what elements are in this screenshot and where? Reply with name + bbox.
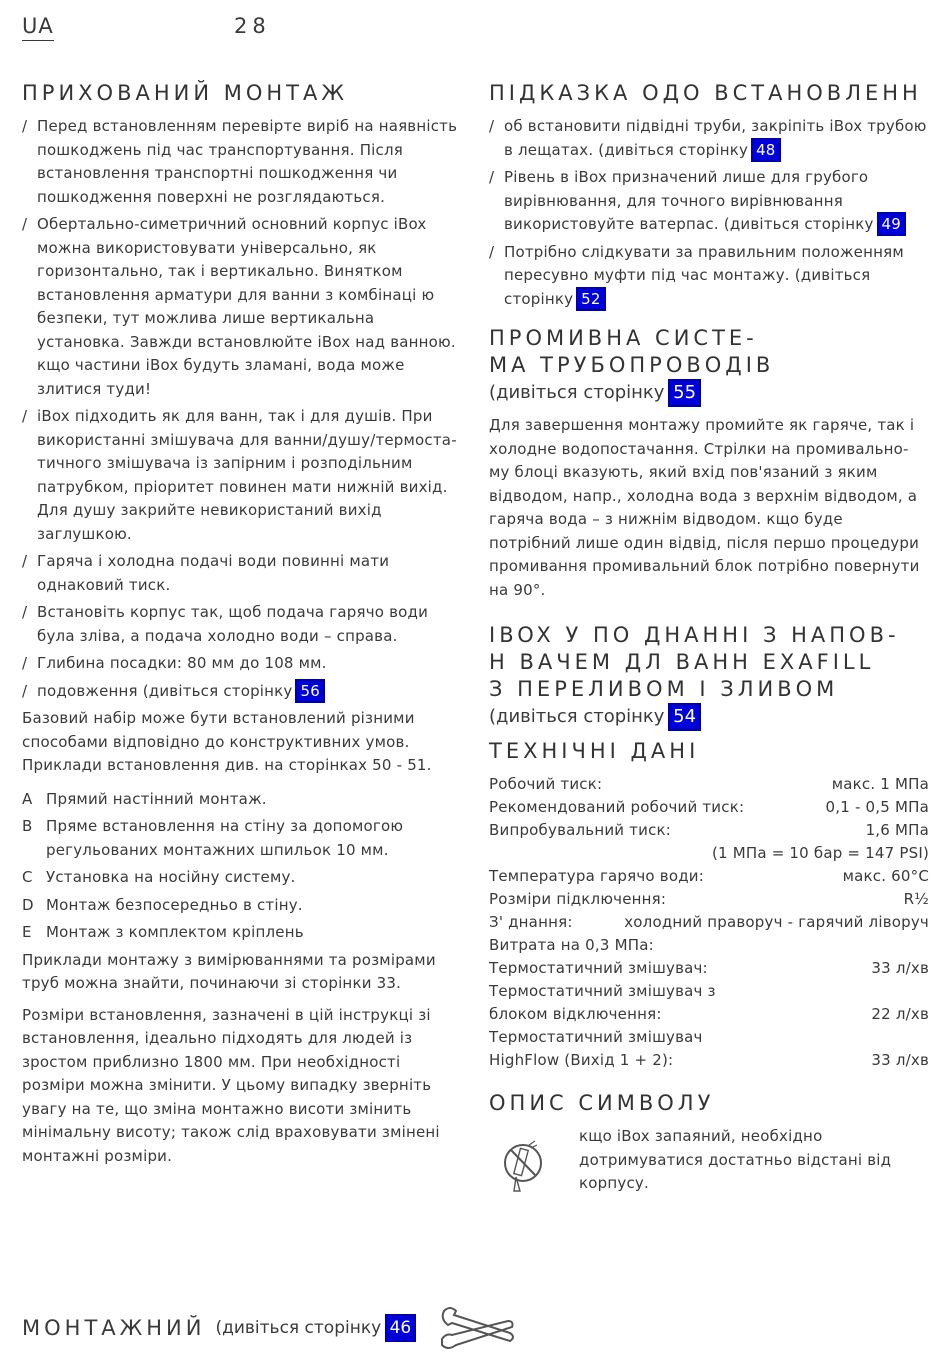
page-number: 28 <box>234 14 271 38</box>
page-ref-link[interactable]: 54 <box>670 705 699 729</box>
table-row <box>489 1003 929 1026</box>
table-cell-label: блоком відключення: <box>489 1005 662 1023</box>
symbol-text: кщо iBox запаяний, необхідно дотримуватися достатньо відстані від корпусу. <box>579 1127 892 1192</box>
symbol-description <box>489 1125 929 1196</box>
dimensions-paragraph: Розміри встановлення, зазначені в цій інструкці зі встановлення, ідеально підходять для людей із зростом приблизно 1800 мм. При необхідності розміри можна змінити. У цьому випадку зверніть увагу на те, що зміна монтажно висоти змінить мінімальну висоту; також слід враховувати змінені монтажні розміри. <box>22 1005 440 1165</box>
table-row <box>489 888 929 911</box>
left-column <box>22 80 462 1172</box>
technical-data-table <box>489 773 929 1072</box>
table-cell-label: Робочий тиск: <box>489 775 603 793</box>
section-title-flushing-line2: МА ТРУБОПРОВОДІВ <box>489 353 775 377</box>
list-item-text: подовження (дивіться сторінку <box>37 681 293 700</box>
list-item: / iBox підходить як для ванн, так і для душів. При використанні змішувача для ванни/душу/термоста- тичного змішувача із запірним і розподільним патрубком, пріоритет повинен мати нижній вихід. Для душу закрийте невикористаний вихід заглушкою. <box>22 407 457 543</box>
ibox-page-ref <box>489 703 929 730</box>
table-row <box>489 796 929 819</box>
table-cell-value: 33 л/хв <box>871 1051 929 1069</box>
table-cell-value: макс. 1 МПа <box>831 775 929 793</box>
hint-text: об встановити підвідні труби, закріпіть iBox трубою в лещатах. (дивіться сторінку <box>504 117 927 159</box>
table-cell-value: холодний праворуч - гарячий ліворуч <box>624 913 929 931</box>
section-title-symbol-description: ОПИС СИМВОЛУ <box>489 1091 715 1115</box>
option-item <box>22 894 462 918</box>
mounting-page-ref <box>215 1316 414 1340</box>
hint-text: Рівень в iBox призначений лише для грубого вирівнювання, для точного вирівнювання використовуйте ватерпас. (дивіться сторінку <box>504 168 874 233</box>
hint-item: / Потрібно слідкувати за правильним положенням пересувно муфти під час монтажу. (дивіться сторінку 52 <box>489 242 904 308</box>
section-title-ibox-line3: З ПЕРЕЛИВОМ І ЗЛИВОМ <box>489 677 839 701</box>
mounting-title: МОНТАЖНИЙ <box>22 1316 206 1340</box>
hint-text: Потрібно слідкувати за правильним положенням пересувно муфти під час монтажу. (дивіться сторінку <box>504 242 904 308</box>
table-cell-label: Термостатичний змішувач: <box>489 959 708 977</box>
list-item: / Перед встановленням перевірте виріб на наявність пошкоджень під час транспортування. Після встановлення транспортні пошкодження чи пошкодження поверхні не розглядаються. <box>22 117 458 206</box>
table-cell-label: З' днання: <box>489 913 573 931</box>
option-letter: A <box>22 789 33 808</box>
table-cell-value: макс. 60°C <box>842 867 929 885</box>
option-text: Установка на носійну систему. <box>46 868 296 886</box>
option-item <box>22 866 462 890</box>
section-title-flushing-line1: ПРОМИВНА СИСТЕ- <box>489 326 758 350</box>
page-ref-link[interactable]: 49 <box>879 214 905 234</box>
table-row <box>489 934 929 957</box>
table-cell-value: 1,6 МПа <box>865 821 929 839</box>
right-column <box>489 80 929 1196</box>
table-cell-label: Рекомендований робочий тиск: <box>489 798 745 816</box>
tools-icon <box>436 1303 516 1353</box>
table-cell-label: HighFlow (Вихід 1 + 2): <box>489 1051 674 1069</box>
list-item: / Обертально-симетричний основний корпус iBox можна використовувати універсально, як горизонтально, так і вертикально. Винятком встановлення арматури для ванни з комбінаці ю безпеки, тут можлива лише вертикальна установка. Завжди встановлюйте iBox над ванною. кщо частини iBox будуть зламані, вода може злитися туди! <box>22 215 456 398</box>
list-item-text: Встановіть корпус так, щоб подача гарячо води була зліва, а подача холодно води – справа. <box>37 603 429 645</box>
page-ref-label: (дивіться сторінку <box>489 382 665 403</box>
list-item-text: Обертально-симетричний основний корпус iBox можна використовувати універсально, як горизонтально, так і вертикально. Винятком встановлення арматури для ванни з комбінаці ю безпеки, тут можлива лише вертикальна установка. Завжди встановлюйте iBox над ванною. кщо частини iBox будуть зламані, вода може злитися туди! <box>37 215 456 398</box>
option-letter: E <box>22 923 32 941</box>
list-item-text: Гаряча і холодна подачі води повинні мати однаковий тиск. <box>37 552 390 594</box>
page-ref-link[interactable]: 55 <box>670 381 699 405</box>
table-cell-label: Термостатичний змішувач з <box>489 982 716 1000</box>
page-ref-link[interactable]: 48 <box>753 140 779 160</box>
page-ref-link[interactable]: 56 <box>297 681 323 701</box>
table-cell-value: 22 л/хв <box>871 1005 929 1023</box>
table-cell-label: Температура гарячо води: <box>489 867 704 885</box>
language-code: UA <box>22 14 54 41</box>
table-cell-value: 33 л/хв <box>871 959 929 977</box>
option-text: Прямий настінний монтаж. <box>46 789 267 808</box>
table-row <box>489 865 929 888</box>
option-letter: C <box>22 868 33 886</box>
table-row <box>489 1026 929 1049</box>
flushing-paragraph: Для завершення монтажу промийте як гаряче, так і холодне водопостачання. Стрілки на промивально- му блоці вказують, який вхід пов'язаний з яким відводом, напр., холодна вода з верхнім відводом, а гаряча вода – з нижнім відводом. кщо буде потрібний лише один відвід, після першо процедури промивання промивальний блок потрібно повернути на 90°. <box>489 416 920 599</box>
no-soldering-icon <box>503 1139 549 1195</box>
table-cell-label: Витрата на 0,3 МПа: <box>489 936 654 954</box>
table-row <box>489 819 929 842</box>
table-cell-value: 0,1 - 0,5 МПа <box>825 798 929 816</box>
list-item-text: Глибина посадки: 80 мм до 108 мм. <box>37 654 327 672</box>
list-item: / Глибина посадки: 80 мм до 108 мм. <box>22 654 327 672</box>
examples-paragraph: Приклади монтажу з вимірюваннями та розмірами труб можна знайти, починаючи зі сторінки 33. <box>22 950 436 992</box>
option-item <box>22 921 462 945</box>
table-row <box>489 980 929 1003</box>
list-item-extension: / подовження (дивіться сторінку 56 <box>22 680 462 704</box>
section-title-concealed-installation: ПРИХОВАНИЙ МОНТАЖ <box>22 81 348 105</box>
option-text: Монтаж безпосередньо в стіну. <box>46 895 303 914</box>
hint-item: / об встановити підвідні труби, закріпіть iBox трубою в лещатах. (дивіться сторінку 48 <box>489 117 927 159</box>
page-ref-label: (дивіться сторінку <box>215 1318 382 1338</box>
table-cell-value: (1 МПа = 10 бар = 147 PSI) <box>711 844 929 862</box>
list-item: / Встановіть корпус так, щоб подача гарячо води була зліва, а подача холодно води – справа. <box>22 603 429 645</box>
option-item <box>22 788 462 812</box>
table-cell-value: R½ <box>903 890 929 908</box>
option-text: Пряме встановлення на стіну за допомогою регульованих монтажних шпильок 10 мм. <box>46 817 404 859</box>
hint-item: / Рівень в iBox призначений лише для грубого вирівнювання, для точного вирівнювання використовуйте ватерпас. (дивіться сторінку 49 <box>489 166 929 237</box>
section-title-installation-hint: ПІДКАЗКА ОДО ВСТАНОВЛЕНН <box>489 81 922 105</box>
option-text: Монтаж з комплектом кріплень <box>46 923 304 941</box>
footer-mounting <box>22 1303 516 1353</box>
table-row <box>489 842 929 865</box>
option-letter: D <box>22 895 34 914</box>
basic-set-paragraph: Базовий набір може бути встановлений різними способами відповідно до конструктивних умов. Приклади встановлення див. на сторінках 50 - 51. <box>22 709 432 774</box>
table-cell-label: Розміри підключення: <box>489 890 667 908</box>
table-row <box>489 911 929 934</box>
list-item-text: iBox підходить як для ванн, так і для душів. При використанні змішувача для ванни/душу/термоста- тичного змішувача із запірним і розподільним патрубком, пріоритет повинен мати нижній вихід. Для душу закрийте невикористаний вихід заглушкою. <box>37 407 457 543</box>
list-item: / Гаряча і холодна подачі води повинні мати однаковий тиск. <box>22 552 390 594</box>
list-item-text: Перед встановленням перевірте виріб на наявність пошкоджень під час транспортування. Після встановлення транспортні пошкодження чи пошкодження поверхні не розглядаються. <box>37 117 458 206</box>
page-ref-label: (дивіться сторінку <box>489 706 665 727</box>
section-title-ibox-line1: IBOX У ПО ДНАННІ З НАПОВ- <box>489 623 900 647</box>
page-ref-link[interactable]: 46 <box>387 1316 415 1340</box>
option-item <box>22 815 462 862</box>
flushing-page-ref <box>489 379 929 406</box>
table-cell-label: Випробувальний тиск: <box>489 821 672 839</box>
page-ref-link[interactable]: 52 <box>578 289 604 309</box>
option-letter: B <box>22 817 33 835</box>
table-row <box>489 773 929 796</box>
table-cell-label: Термостатичний змішувач <box>489 1028 703 1046</box>
table-row <box>489 957 929 980</box>
section-title-ibox-line2: Н ВАЧЕМ ДЛ ВАНН EXAFILL <box>489 650 875 674</box>
table-row <box>489 1049 929 1072</box>
section-title-technical-data: ТЕХНІЧНІ ДАНІ <box>489 739 700 763</box>
